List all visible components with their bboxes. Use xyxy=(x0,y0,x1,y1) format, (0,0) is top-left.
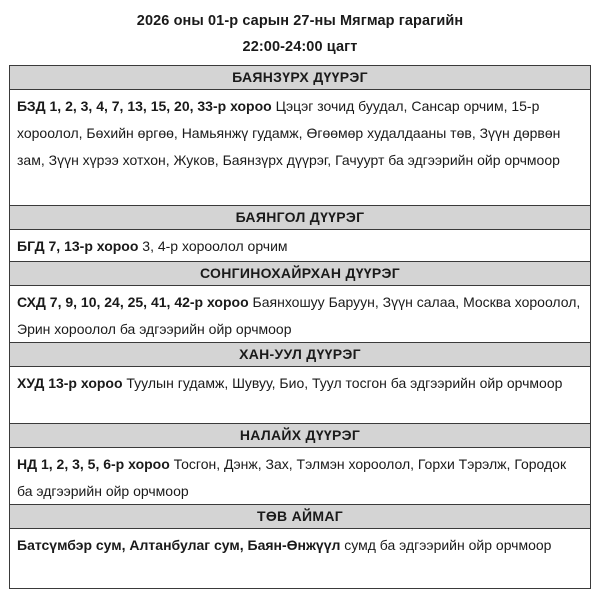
district-khoroo-list: БГД 7, 13-р хороо xyxy=(17,238,139,254)
document-time-range: 22:00-24:00 цагт xyxy=(242,39,358,55)
district-khoroo-list: СХД 7, 9, 10, 24, 25, 41, 42-р хороо xyxy=(17,294,249,310)
district-areas-khan-uul xyxy=(10,367,590,424)
district-locations: Цэцэг зочид буудал, Сансар орчим, 15-р хороолол, Бөхийн өргөө, Намьянжү гудамж, Өгөөмөр худалдааны төв, Зүүн дөрвөн зам, Зүүн хүрээ хотхон, Жуков, Баянзүрх дүүрэг, Гачуурт ба эдгээрийн ойр орчмоор xyxy=(17,98,561,168)
district-header-bayangol: БАЯНГОЛ ДҮҮРЭГ xyxy=(10,206,590,230)
district-areas-songinokhairkhan xyxy=(10,286,590,343)
district-areas-tuv-aimag xyxy=(10,529,590,588)
district-header-tuv-aimag: ТӨВ АЙМАГ xyxy=(10,505,590,529)
district-locations: Баянхошуу Баруун, Зүүн салаа, Москва хороолол, Эрин хороолол ба эдгээрийн ойр орчмоор xyxy=(17,294,581,337)
district-header-nalaikh: НАЛАЙХ ДҮҮРЭГ xyxy=(10,424,590,448)
district-khoroo-list: БЗД 1, 2, 3, 4, 7, 13, 15, 20, 33-р хороо xyxy=(17,98,272,114)
district-locations: сумд ба эдгээрийн ойр орчмоор xyxy=(340,537,552,553)
district-soum-list: Батсүмбэр сум, Алтанбулаг сум, Баян-Өнжүүл xyxy=(17,537,341,553)
district-khoroo-list: НД 1, 2, 3, 5, 6-р хороо xyxy=(17,456,170,472)
district-areas-nalaikh xyxy=(10,448,590,505)
district-header-khan-uul: ХАН-УУЛ ДҮҮРЭГ xyxy=(10,343,590,367)
document-title: 2026 оны 01-р сарын 27-ны Мягмар гарагийн xyxy=(136,13,464,29)
outage-schedule-table xyxy=(9,65,591,589)
district-header-bayanzurkh: БАЯНЗҮРХ ДҮҮРЭГ xyxy=(10,66,590,90)
district-areas-bayanzurkh xyxy=(10,90,590,206)
district-areas-bayangol xyxy=(10,230,590,262)
district-locations: 3, 4-р хороолол орчим xyxy=(138,238,288,254)
district-locations: Туулын гудамж, Шувуу, Био, Туул тосгон ба эдгээрийн ойр орчмоор xyxy=(122,375,563,391)
district-header-songinokhairkhan: СОНГИНОХАЙРХАН ДҮҮРЭГ xyxy=(10,262,590,286)
district-khoroo-list: ХУД 13-р хороо xyxy=(17,375,123,391)
district-locations: Тосгон, Дэнж, Зах, Тэлмэн хороолол, Горхи Тэрэлж, Городок ба эдгээрийн ойр орчмоор xyxy=(17,456,567,499)
